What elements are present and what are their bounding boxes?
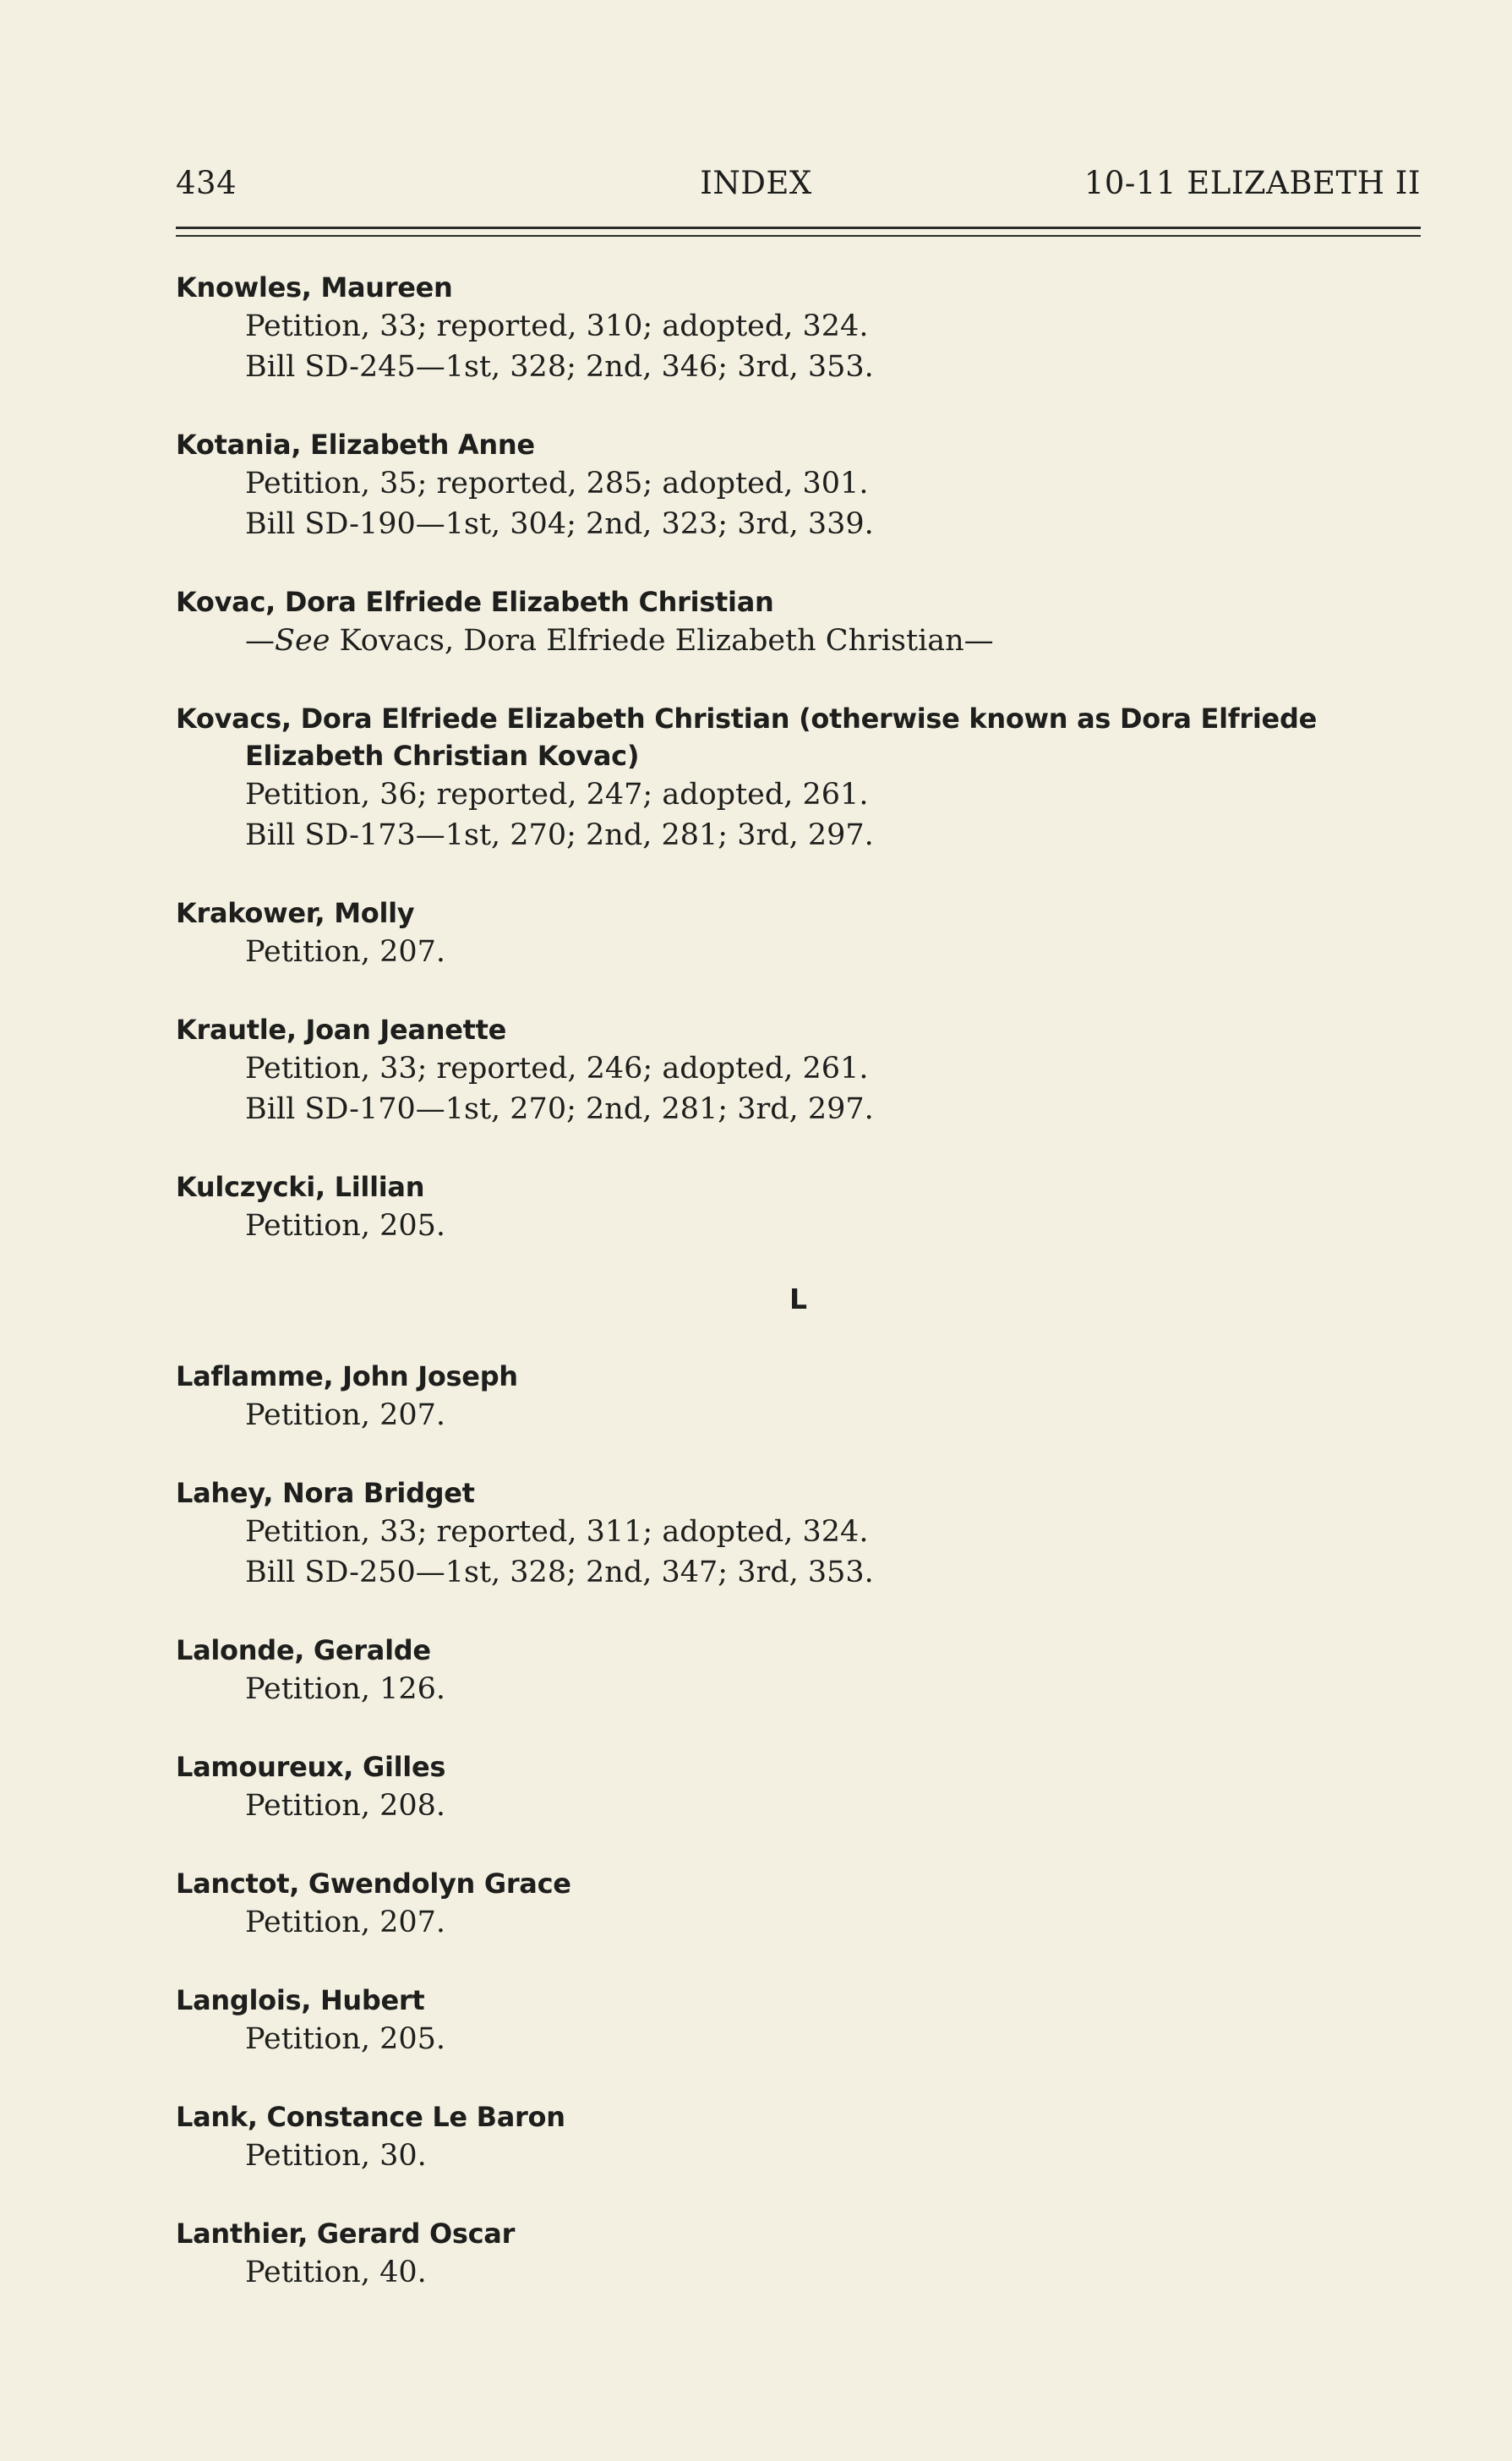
index-entry	[176, 700, 1427, 856]
entry-name: Kulczycki, Lillian	[176, 1171, 425, 1203]
entry-line: Bill SD-170—1st, 270; 2nd, 281; 3rd, 297.	[245, 1092, 874, 1126]
entry-line: Petition, 207.	[245, 1906, 446, 1939]
page-number: 434	[176, 165, 237, 201]
entry-name: Kotania, Elizabeth Anne	[176, 429, 535, 461]
index-entry	[176, 2215, 1427, 2293]
entry-line: Bill SD-245—1st, 328; 2nd, 346; 3rd, 353.	[245, 350, 874, 384]
entry-line: Petition, 207.	[245, 935, 446, 969]
entry-line: Petition, 205.	[245, 1209, 446, 1243]
entry-line: Bill SD-173—1st, 270; 2nd, 281; 3rd, 297.	[245, 818, 874, 852]
entry-line: Petition, 36; reported, 247; adopted, 261.	[245, 778, 869, 812]
index-entry	[176, 583, 1427, 661]
entry-name: Lahey, Nora Bridget	[176, 1477, 475, 1509]
entry-name: Krautle, Joan Jeanette	[176, 1014, 507, 1046]
entry-name: Lank, Constance Le Baron	[176, 2101, 565, 2133]
index-entry	[176, 1632, 1427, 1709]
entry-name: Lalonde, Geralde	[176, 1634, 431, 1666]
entry-line: Petition, 126.	[245, 1672, 446, 1706]
index-entry	[176, 2098, 1427, 2176]
entry-line: Petition, 33; reported, 246; adopted, 261.	[245, 1052, 869, 1086]
header-rule-top	[176, 227, 1421, 229]
index-entry	[176, 1865, 1427, 1943]
index-entry	[176, 426, 1427, 544]
entry-line: Petition, 33; reported, 311; adopted, 324.	[245, 1515, 869, 1549]
index-entry	[176, 1011, 1427, 1129]
entry-name: Kovacs, Dora Elfriede Elizabeth Christian (otherwise known as Dora Elfriede Elizabeth Christian Kovac)	[176, 703, 1317, 772]
entry-name: Lanctot, Gwendolyn Grace	[176, 1868, 571, 1900]
entry-name: Krakower, Molly	[176, 897, 415, 929]
index-entry	[176, 1168, 1427, 1246]
entry-line: Petition, 30.	[245, 2139, 427, 2173]
section-letter: L	[789, 1282, 808, 1315]
index-entry	[176, 894, 1427, 972]
index-entry	[176, 269, 1427, 387]
index-entry	[176, 1358, 1427, 1436]
entry-name: Lamoureux, Gilles	[176, 1751, 446, 1783]
see-text: Kovacs, Dora Elfriede Elizabeth Christian—	[330, 624, 994, 658]
entry-line: Petition, 40.	[245, 2256, 427, 2289]
entry-name: Lanthier, Gerard Oscar	[176, 2218, 516, 2250]
entry-name: Knowles, Maureen	[176, 271, 453, 304]
entry-line: Petition, 33; reported, 310; adopted, 324.	[245, 309, 869, 343]
entry-line: Bill SD-190—1st, 304; 2nd, 323; 3rd, 339.	[245, 507, 874, 541]
index-entry	[176, 1982, 1427, 2059]
index-entry	[176, 1474, 1427, 1593]
see-word: See	[275, 624, 330, 658]
entry-line: Bill SD-250—1st, 328; 2nd, 347; 3rd, 353.	[245, 1556, 874, 1589]
entry-name: Langlois, Hubert	[176, 1984, 425, 2016]
entry-line: Petition, 207.	[245, 1398, 446, 1432]
volume-label: 10-11 ELIZABETH II	[1084, 165, 1421, 201]
page-title: INDEX	[700, 165, 812, 201]
index-entry	[176, 1748, 1427, 1826]
entry-see-reference	[176, 621, 1427, 661]
index-entries	[176, 269, 1427, 2293]
see-prefix: —	[245, 624, 275, 658]
entry-line: Petition, 35; reported, 285; adopted, 301.	[245, 467, 869, 500]
entry-name: Laflamme, John Joseph	[176, 1360, 518, 1392]
entry-line: Petition, 205.	[245, 2022, 446, 2056]
header-rule-bottom	[176, 235, 1421, 237]
entry-name: Kovac, Dora Elfriede Elizabeth Christian	[176, 586, 774, 618]
entry-line: Petition, 208.	[245, 1789, 446, 1823]
